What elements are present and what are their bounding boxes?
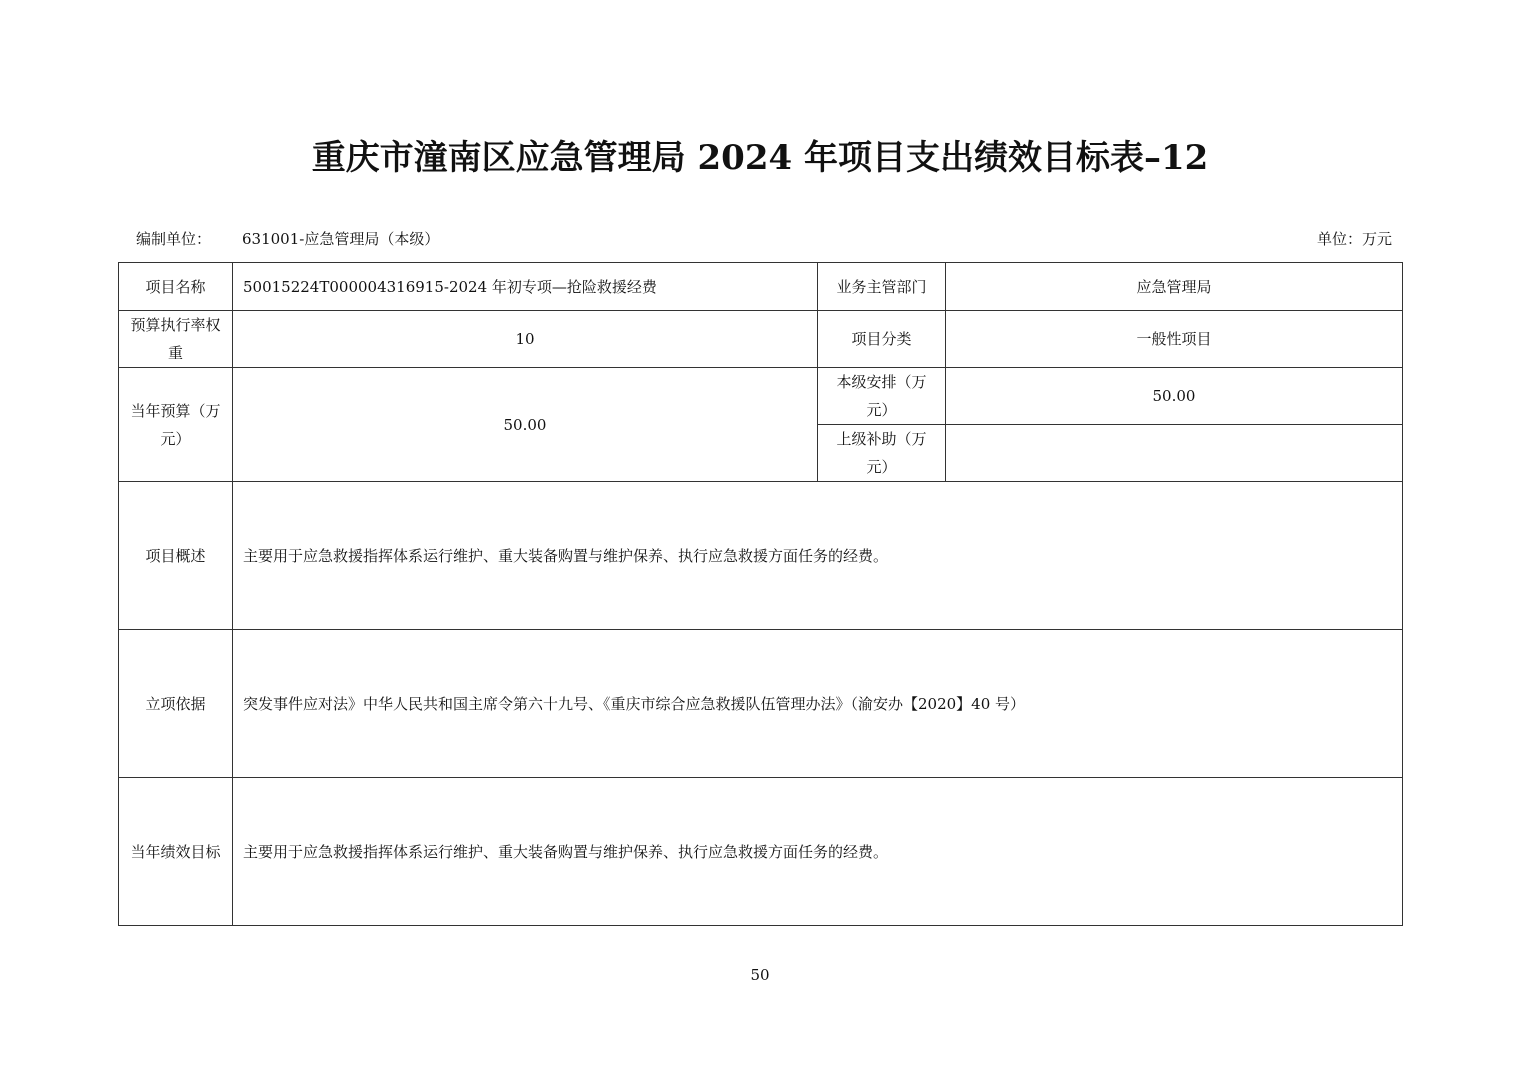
table-row	[119, 482, 1403, 630]
basis-value: 突发事件应对法》中华人民共和国主席令第六十九号、《重庆市综合应急救援队伍管理办法》（渝安办【2020】40 号）	[233, 630, 1403, 778]
performance-target-table	[118, 262, 1403, 926]
annual-budget-value: 50.00	[233, 368, 818, 482]
department-label: 业务主管部门	[818, 263, 946, 311]
table-row	[119, 778, 1403, 926]
local-allocation-label: 本级安排（万元）	[818, 368, 946, 425]
document-meta	[136, 228, 1392, 250]
compiling-unit-label: 编制单位：	[136, 230, 212, 248]
exec-rate-label: 预算执行率权重	[119, 311, 233, 368]
basis-label: 立项依据	[119, 630, 233, 778]
overview-value: 主要用于应急救援指挥体系运行维护、重大装备购置与维护保养、执行应急救援方面任务的经费。	[233, 482, 1403, 630]
category-label: 项目分类	[818, 311, 946, 368]
project-name-label: 项目名称	[119, 263, 233, 311]
upper-subsidy-label: 上级补助（万元）	[818, 425, 946, 482]
category-value: 一般性项目	[946, 311, 1403, 368]
currency-unit: 单位：万元	[1316, 230, 1392, 248]
table-row	[119, 263, 1403, 311]
upper-subsidy-value	[946, 425, 1403, 482]
page-number: 50	[750, 966, 770, 984]
project-name-value: 50015224T000004316915-2024 年初专项—抢险救援经费	[233, 263, 818, 311]
performance-goal-label: 当年绩效目标	[119, 778, 233, 926]
annual-budget-label: 当年预算（万元）	[119, 368, 233, 482]
compiling-unit-value: 631001-应急管理局（本级）	[242, 230, 440, 248]
performance-goal-value: 主要用于应急救援指挥体系运行维护、重大装备购置与维护保养、执行应急救援方面任务的经费。	[233, 778, 1403, 926]
department-value: 应急管理局	[946, 263, 1403, 311]
table-row	[119, 368, 1403, 425]
local-allocation-value: 50.00	[946, 368, 1403, 425]
exec-rate-value: 10	[233, 311, 818, 368]
document-title: 重庆市潼南区应急管理局 2024 年项目支出绩效目标表–12	[311, 138, 1209, 178]
overview-label: 项目概述	[119, 482, 233, 630]
table-row	[119, 311, 1403, 368]
table-row	[119, 630, 1403, 778]
